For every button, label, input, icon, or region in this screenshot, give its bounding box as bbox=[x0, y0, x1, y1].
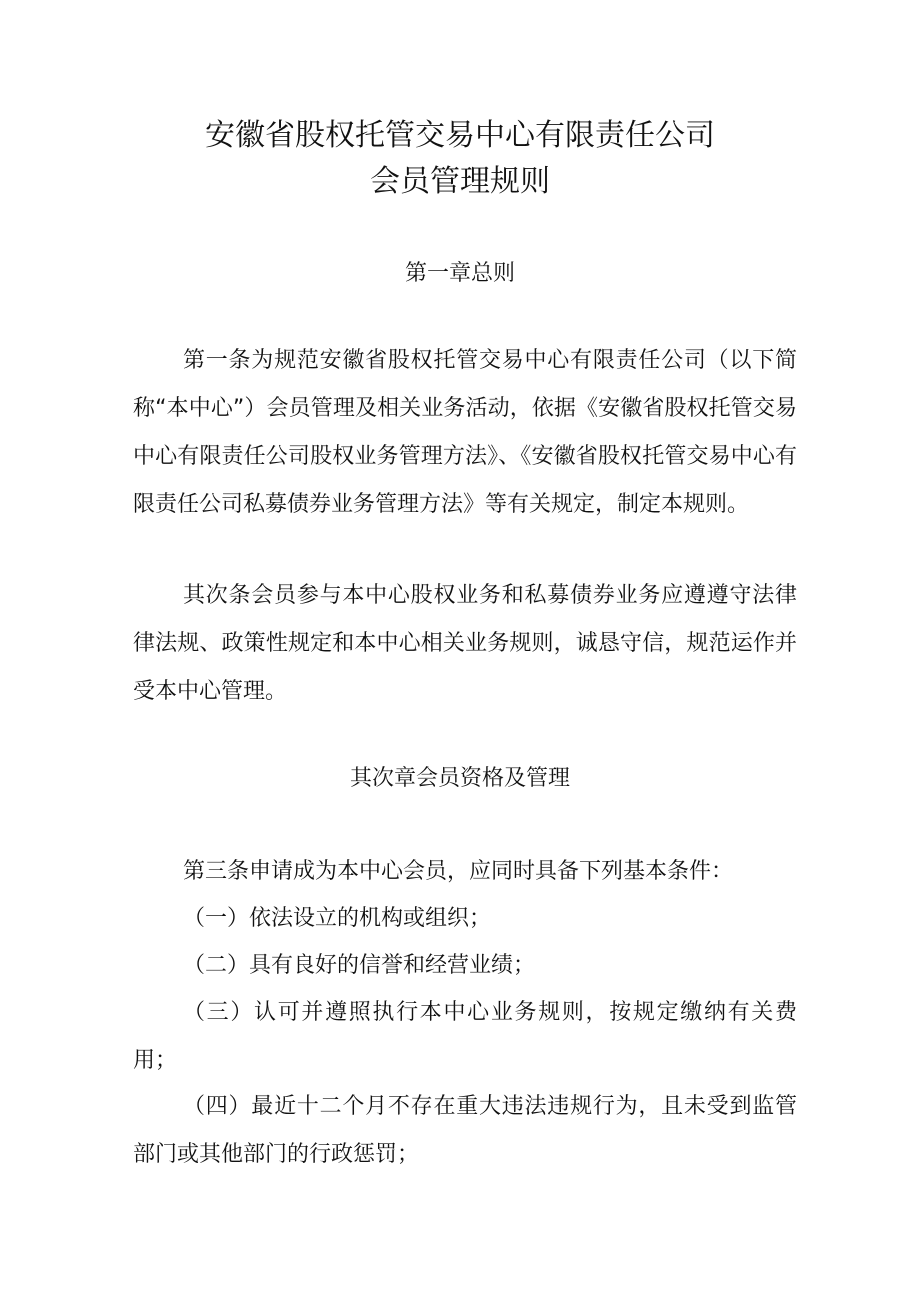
document-title-line-1: 安徽省股权托管交易中心有限责任公司 bbox=[205, 118, 715, 153]
condition-item-2: （二）具有良好的信誉和经营业绩； bbox=[183, 953, 536, 978]
document-title-line-2: 会员管理规则 bbox=[370, 164, 550, 199]
article-3-paragraph: 第三条申请成为本中心会员，应同时具备下列基本条件： bbox=[183, 859, 734, 884]
condition-item-1: （一）依法设立的机构或组织； bbox=[183, 906, 492, 931]
condition-item-4: （四）最近十二个月不存在重大违法违规行为，且未受到监管部门或其他部门的行政惩罚； bbox=[133, 1094, 797, 1167]
article-2-paragraph: 其次条会员参与本中心股权业务和私募债券业务应遵遵守法律律法规、政策性规定和本中心相关业务规则，诚恳守信，规范运作并受本中心管理。 bbox=[133, 583, 797, 704]
chapter-2-heading: 其次章会员资格及管理 bbox=[349, 766, 570, 791]
condition-item-3: （三）认可并遵照执行本中心业务规则，按规定缴纳有关费用； bbox=[133, 1000, 797, 1073]
chapter-1-heading: 第一章总则 bbox=[404, 261, 515, 286]
article-1-paragraph: 第一条为规范安徽省股权托管交易中心有限责任公司（以下简称“本中心”）会员管理及相关业务活动，依据《安徽省股权托管交易中心有限责任公司股权业务管理方法》、《安徽省股权托管交易中心有限责任公司私募债券业务管理方法》等有关规定，制定本规则。 bbox=[133, 348, 797, 517]
